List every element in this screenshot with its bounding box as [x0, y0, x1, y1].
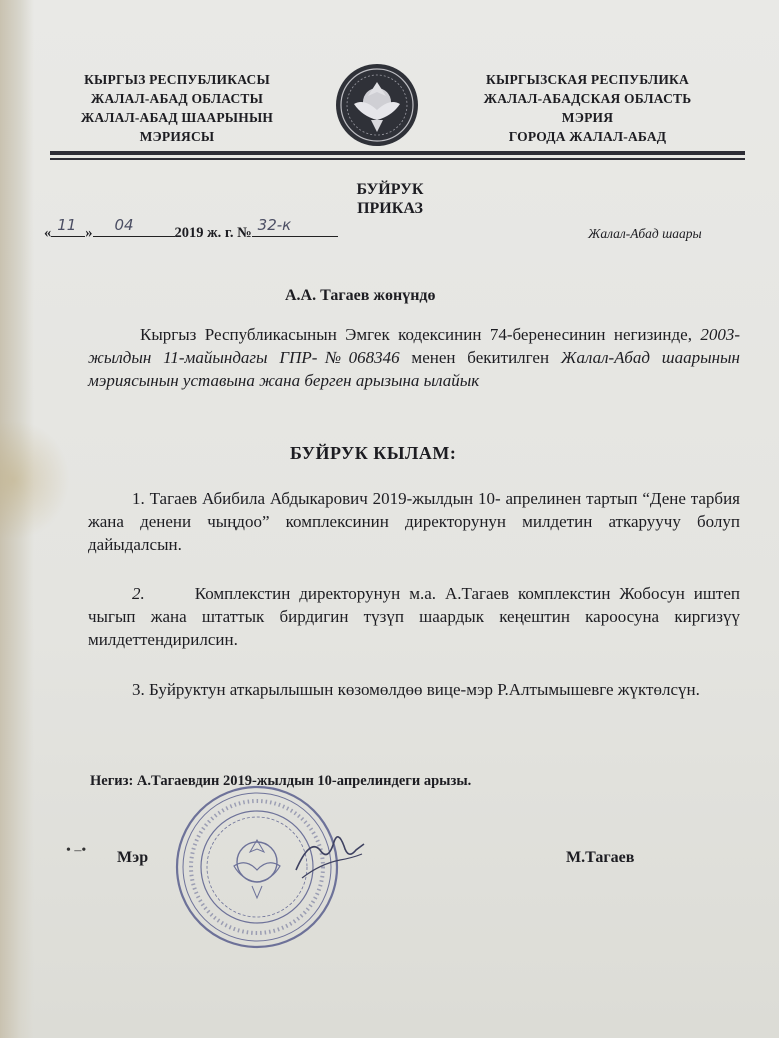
header-left-kyrgyz [42, 70, 312, 146]
state-emblem-icon [334, 62, 420, 148]
intro-text: Кыргыз Республикасынын Эмгек кодексинин 74-беренесинин негизинде, [140, 325, 701, 344]
header-right-line: ГОРОДА ЖАЛАЛ-АБАД [508, 129, 667, 144]
order-item-2-text: Комплекстин директорунун м.а. А.Тагаев комплекстин Жобосун иштеп чыгып жана штаттык бирдигин түзүп шаардык кеңештин кароосуна киргизүү милдеттендирилсин. [88, 584, 740, 649]
handwritten-signature [290, 820, 370, 890]
order-number-blank [252, 216, 338, 237]
header-right-russian [455, 70, 720, 146]
document-title-russian: ПРИКАЗ [357, 200, 423, 217]
header-left-line: ЖАЛАЛ-АБАД ОБЛАСТЫ [90, 91, 264, 106]
order-item-2-number: 2. [132, 584, 145, 603]
date-open-quote: « [44, 225, 52, 241]
document-title-kyrgyz: БУЙРУК [356, 181, 424, 198]
header-left-line: КЫРГЫЗ РЕСПУБЛИКАСЫ [84, 72, 270, 87]
date-month-blank [93, 216, 175, 237]
order-item-1: 1. Тагаев Абибила Абдыкарович 2019-жылдын 10- апрелинен тартып “Дене тарбия жана денени чыңдоо” комплексинин директорунун милдетин аткаруучу болуп дайыдалсын. [88, 489, 740, 554]
header-right-line: ЖАЛАЛ-АБАДСКАЯ ОБЛАСТЬ [483, 91, 692, 106]
intro-italic-ref: 2003-жылдын 11-майындагы ГПР-№068346 [88, 325, 740, 367]
intro-italic-charter: Жалал-Абад шаарынын мэриясынын уставына жана берген арызына ылайык [88, 348, 740, 390]
intro-paragraph [88, 323, 740, 392]
date-close-quote: » [85, 225, 93, 241]
signature-dots: • –• [66, 843, 87, 858]
header-left-line: ЖАЛАЛ-АБАД ШААРЫНЫН [80, 110, 274, 125]
order-number-handwritten: 32-к [257, 216, 292, 234]
date-day-handwritten: 11 [57, 216, 77, 234]
date-day-blank [51, 216, 85, 237]
header-left-line: МЭРИЯСЫ [139, 129, 215, 144]
date-month-handwritten: 04 [114, 216, 134, 234]
header-divider-thin [50, 158, 745, 160]
order-item-3: 3. Буйруктун аткарылышын көзомөлдөө вице-мэр Р.Алтымышевге жүктөлсүн. [132, 680, 700, 699]
city-label: Жалал-Абад шаары [588, 226, 702, 241]
date-year-text: 2019 ж. г. № [174, 225, 252, 241]
order-item-2 [88, 582, 740, 651]
header-right-line: КЫРГЫЗСКАЯ РЕСПУБЛИКА [486, 72, 689, 87]
signer-role: Мэр [117, 849, 149, 866]
date-number-line [44, 216, 338, 242]
header-right-line: МЭРИЯ [561, 110, 614, 125]
order-subject: А.А. Тагаев жөнүндө [285, 287, 436, 304]
intro-text: менен бекитилген [399, 348, 561, 367]
header-divider-thick [50, 151, 745, 155]
basis-line: Негиз: А.Тагаевдин 2019-жылдын 10-апрелиндеги арызы. [90, 773, 472, 789]
signer-name: М.Тагаев [566, 849, 635, 866]
order-heading: БУЙРУК КЫЛАМ: [290, 443, 457, 463]
